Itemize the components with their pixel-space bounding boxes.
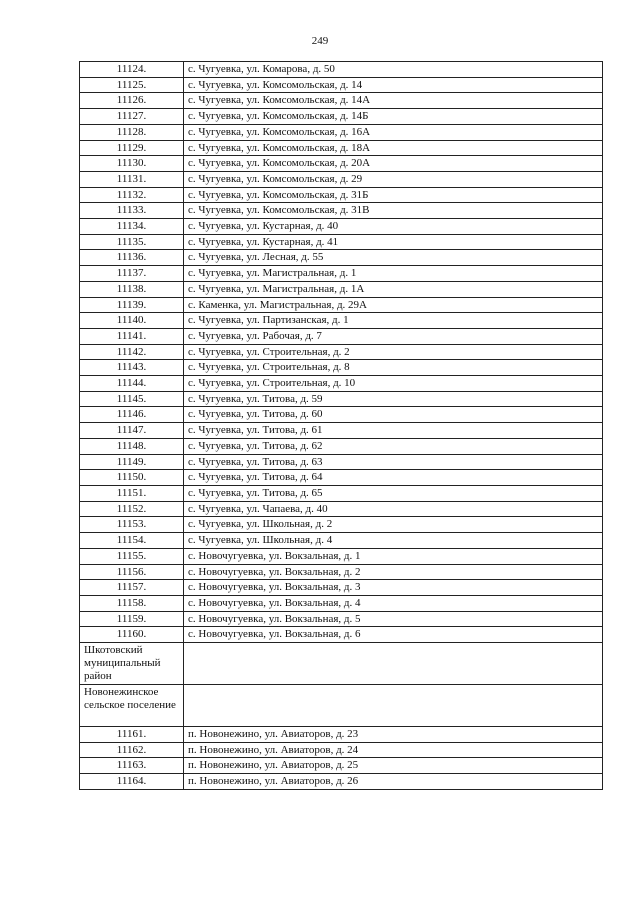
row-number-cell: 11125. xyxy=(80,77,184,93)
row-number-cell: 11151. xyxy=(80,485,184,501)
row-number-cell: 11138. xyxy=(80,281,184,297)
address-cell: с. Чугуевка, ул. Партизанская, д. 1 xyxy=(184,313,603,329)
table-row xyxy=(80,470,603,486)
row-number-cell: 11130. xyxy=(80,156,184,172)
row-number-cell: 11160. xyxy=(80,627,184,643)
row-number-cell: 11148. xyxy=(80,438,184,454)
table-row xyxy=(80,501,603,517)
table-row xyxy=(80,774,603,790)
address-cell: с. Чугуевка, ул. Комсомольская, д. 14 xyxy=(184,77,603,93)
row-number-cell: 11128. xyxy=(80,124,184,140)
table-row xyxy=(80,391,603,407)
table-row xyxy=(80,758,603,774)
table-row xyxy=(80,742,603,758)
table-row xyxy=(80,93,603,109)
address-cell: с. Чугуевка, ул. Кустарная, д. 40 xyxy=(184,219,603,235)
address-cell: с. Чугуевка, ул. Магистральная, д. 1 xyxy=(184,266,603,282)
row-number-cell: 11131. xyxy=(80,171,184,187)
row-number-cell: 11162. xyxy=(80,742,184,758)
table-row xyxy=(80,328,603,344)
address-cell: с. Чугуевка, ул. Комсомольская, д. 14А xyxy=(184,93,603,109)
table-row xyxy=(80,423,603,439)
row-number-cell: 11140. xyxy=(80,313,184,329)
table-row xyxy=(80,171,603,187)
address-cell: с. Чугуевка, ул. Комсомольская, д. 14Б xyxy=(184,109,603,125)
row-number-cell: 11137. xyxy=(80,266,184,282)
address-cell: п. Новонежино, ул. Авиаторов, д. 23 xyxy=(184,727,603,743)
row-number-cell: 11152. xyxy=(80,501,184,517)
address-cell: с. Чугуевка, ул. Комсомольская, д. 31Б xyxy=(184,187,603,203)
row-number-cell: 11161. xyxy=(80,727,184,743)
row-number-cell: 11129. xyxy=(80,140,184,156)
address-cell: с. Чугуевка, ул. Комсомольская, д. 29 xyxy=(184,171,603,187)
table-row xyxy=(80,485,603,501)
address-table xyxy=(79,61,603,790)
table-row xyxy=(80,281,603,297)
table-row xyxy=(80,124,603,140)
table-row xyxy=(80,517,603,533)
row-number-cell: 11127. xyxy=(80,109,184,125)
row-number-cell: 11157. xyxy=(80,580,184,596)
row-number-cell: 11142. xyxy=(80,344,184,360)
table-row xyxy=(80,313,603,329)
table-row xyxy=(80,187,603,203)
section-title-cell: Шкотовский муниципальный район xyxy=(80,643,184,685)
address-cell: с. Новочугуевка, ул. Вокзальная, д. 1 xyxy=(184,548,603,564)
table-row xyxy=(80,234,603,250)
address-cell: с. Чугуевка, ул. Строительная, д. 8 xyxy=(184,360,603,376)
table-row xyxy=(80,77,603,93)
table-row xyxy=(80,454,603,470)
address-cell: с. Чугуевка, ул. Титова, д. 64 xyxy=(184,470,603,486)
address-cell: с. Каменка, ул. Магистральная, д. 29А xyxy=(184,297,603,313)
row-number-cell: 11134. xyxy=(80,219,184,235)
row-number-cell: 11143. xyxy=(80,360,184,376)
row-number-cell: 11126. xyxy=(80,93,184,109)
table-row xyxy=(80,438,603,454)
row-number-cell: 11163. xyxy=(80,758,184,774)
table-row xyxy=(80,62,603,78)
address-cell: с. Новочугуевка, ул. Вокзальная, д. 2 xyxy=(184,564,603,580)
row-number-cell: 11155. xyxy=(80,548,184,564)
table-row xyxy=(80,219,603,235)
row-number-cell: 11124. xyxy=(80,62,184,78)
table-row xyxy=(80,548,603,564)
table-row xyxy=(80,595,603,611)
address-cell: с. Чугуевка, ул. Лесная, д. 55 xyxy=(184,250,603,266)
row-number-cell: 11158. xyxy=(80,595,184,611)
row-number-cell: 11135. xyxy=(80,234,184,250)
address-cell: с. Чугуевка, ул. Школьная, д. 2 xyxy=(184,517,603,533)
address-cell: с. Чугуевка, ул. Комсомольская, д. 31В xyxy=(184,203,603,219)
address-cell: с. Чугуевка, ул. Титова, д. 60 xyxy=(184,407,603,423)
address-cell: с. Чугуевка, ул. Магистральная, д. 1А xyxy=(184,281,603,297)
address-cell: с. Чугуевка, ул. Чапаева, д. 40 xyxy=(184,501,603,517)
address-cell: п. Новонежино, ул. Авиаторов, д. 26 xyxy=(184,774,603,790)
address-cell: с. Чугуевка, ул. Титова, д. 65 xyxy=(184,485,603,501)
address-cell: с. Новочугуевка, ул. Вокзальная, д. 6 xyxy=(184,627,603,643)
table-row xyxy=(80,109,603,125)
table-row xyxy=(80,727,603,743)
table-row xyxy=(80,250,603,266)
table-row xyxy=(80,407,603,423)
address-cell xyxy=(184,685,603,727)
table-row xyxy=(80,611,603,627)
address-cell: с. Чугуевка, ул. Титова, д. 63 xyxy=(184,454,603,470)
table-row xyxy=(80,344,603,360)
row-number-cell: 11136. xyxy=(80,250,184,266)
address-cell: с. Чугуевка, ул. Титова, д. 62 xyxy=(184,438,603,454)
row-number-cell: 11145. xyxy=(80,391,184,407)
table-row xyxy=(80,297,603,313)
row-number-cell: 11156. xyxy=(80,564,184,580)
address-cell: с. Чугуевка, ул. Комсомольская, д. 20А xyxy=(184,156,603,172)
row-number-cell: 11154. xyxy=(80,533,184,549)
row-number-cell: 11139. xyxy=(80,297,184,313)
section-title-cell: Новонежинское сельское поселение xyxy=(80,685,184,727)
row-number-cell: 11159. xyxy=(80,611,184,627)
page-number: 249 xyxy=(311,35,329,47)
address-cell: п. Новонежино, ул. Авиаторов, д. 24 xyxy=(184,742,603,758)
table-row xyxy=(80,533,603,549)
address-cell: с. Чугуевка, ул. Кустарная, д. 41 xyxy=(184,234,603,250)
table-row xyxy=(80,360,603,376)
address-table-body xyxy=(80,62,603,790)
address-cell: с. Чугуевка, ул. Титова, д. 61 xyxy=(184,423,603,439)
row-number-cell: 11132. xyxy=(80,187,184,203)
section-header-row xyxy=(80,685,603,727)
row-number-cell: 11147. xyxy=(80,423,184,439)
section-header-row xyxy=(80,643,603,685)
address-cell: с. Новочугуевка, ул. Вокзальная, д. 4 xyxy=(184,595,603,611)
address-cell: с. Чугуевка, ул. Комсомольская, д. 18А xyxy=(184,140,603,156)
address-cell: с. Чугуевка, ул. Строительная, д. 10 xyxy=(184,376,603,392)
address-cell: с. Чугуевка, ул. Школьная, д. 4 xyxy=(184,533,603,549)
address-cell: с. Чугуевка, ул. Комарова, д. 50 xyxy=(184,62,603,78)
row-number-cell: 11146. xyxy=(80,407,184,423)
address-cell: п. Новонежино, ул. Авиаторов, д. 25 xyxy=(184,758,603,774)
row-number-cell: 11150. xyxy=(80,470,184,486)
table-row xyxy=(80,627,603,643)
address-cell: с. Чугуевка, ул. Титова, д. 59 xyxy=(184,391,603,407)
row-number-cell: 11141. xyxy=(80,328,184,344)
table-row xyxy=(80,140,603,156)
row-number-cell: 11153. xyxy=(80,517,184,533)
row-number-cell: 11144. xyxy=(80,376,184,392)
address-cell: с. Чугуевка, ул. Рабочая, д. 7 xyxy=(184,328,603,344)
table-row xyxy=(80,203,603,219)
table-row xyxy=(80,156,603,172)
table-row xyxy=(80,266,603,282)
table-row xyxy=(80,564,603,580)
row-number-cell: 11164. xyxy=(80,774,184,790)
table-row xyxy=(80,376,603,392)
address-cell xyxy=(184,643,603,685)
address-cell: с. Чугуевка, ул. Комсомольская, д. 16А xyxy=(184,124,603,140)
address-cell: с. Новочугуевка, ул. Вокзальная, д. 5 xyxy=(184,611,603,627)
row-number-cell: 11133. xyxy=(80,203,184,219)
address-cell: с. Новочугуевка, ул. Вокзальная, д. 3 xyxy=(184,580,603,596)
table-row xyxy=(80,580,603,596)
address-cell: с. Чугуевка, ул. Строительная, д. 2 xyxy=(184,344,603,360)
row-number-cell: 11149. xyxy=(80,454,184,470)
